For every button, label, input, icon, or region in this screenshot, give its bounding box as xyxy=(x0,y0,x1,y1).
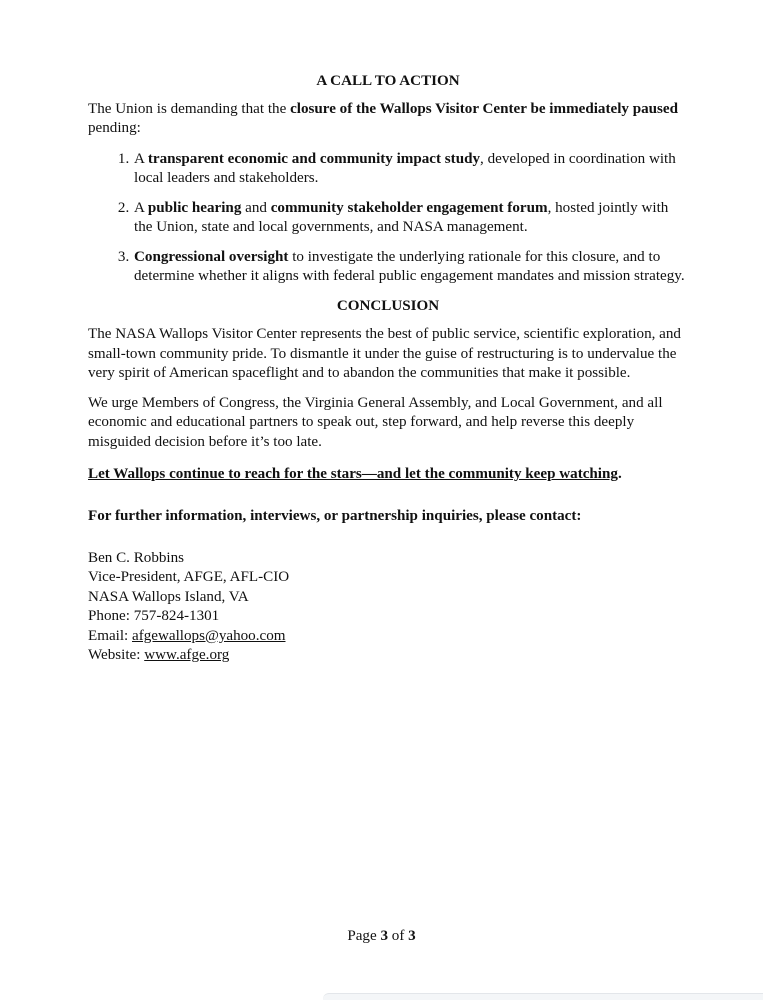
page-total: 3 xyxy=(408,928,416,944)
contact-phone: Phone: 757-824-1301 xyxy=(88,608,220,625)
demand-item: 2. A public hearing and community stakeholder engagement forum, hosted jointly with the Union, state and local governments, and NASA management. xyxy=(133,199,688,238)
page-footer: Page 3 of 3 xyxy=(347,928,416,944)
window-edge xyxy=(323,993,763,1000)
contact-block xyxy=(88,549,688,665)
demand-item: 1. A transparent economic and community impact study, developed in coordination with local leaders and stakeholders. xyxy=(133,150,688,189)
conclusion-heading: CONCLUSION xyxy=(336,297,440,314)
tagline xyxy=(88,465,688,485)
conclusion-paragraph-1: The NASA Wallops Visitor Center represents the best of public service, scientific exploration, and small-town community pride. To dismantle it under the guise of restructuring is to undervalue the very spirit of American spaceflight and to abandon the communities that make it possible. xyxy=(88,326,681,381)
demand-item: 3. Congressional oversight to investigate the underlying rationale for this closure, and to determine whether it aligns with federal public engagement mandates and mission strategy. xyxy=(133,248,688,287)
contact-location: NASA Wallops Island, VA xyxy=(88,588,249,605)
website-label: Website: xyxy=(88,647,145,664)
page-content xyxy=(88,72,688,665)
contact-email-row xyxy=(88,627,688,646)
intro-bold-text: closure of the Wallops Visitor Center be immediately paused xyxy=(290,100,679,117)
contact-title: Vice-President, AFGE, AFL-CIO xyxy=(88,569,290,586)
contact-name: Ben C. Robbins xyxy=(88,550,185,566)
intro-text: The Union is demanding that the xyxy=(88,100,291,117)
tagline-period: . xyxy=(617,466,622,482)
contact-website-row xyxy=(88,646,688,665)
intro-text-end: pending: xyxy=(88,120,141,136)
email-label: Email: xyxy=(88,627,133,644)
demands-list xyxy=(88,150,688,287)
website-link[interactable]: www.afge.org xyxy=(144,647,230,664)
email-link[interactable]: afgewallops@yahoo.com xyxy=(132,627,286,644)
call-to-action-heading: A CALL TO ACTION xyxy=(316,73,460,89)
page-current: 3 xyxy=(380,928,388,944)
tagline-text: Let Wallops continue to reach for the stars—and let the community keep watching xyxy=(88,466,618,482)
contact-heading: For further information, interviews, or partnership inquiries, please contact: xyxy=(88,507,582,524)
call-to-action-intro xyxy=(88,100,688,139)
conclusion-paragraph-2: We urge Members of Congress, the Virginia General Assembly, and Local Government, and all economic and educational partners to speak out, step forward, and help reverse this deeply misguided decision before it’s too late. xyxy=(88,394,663,450)
